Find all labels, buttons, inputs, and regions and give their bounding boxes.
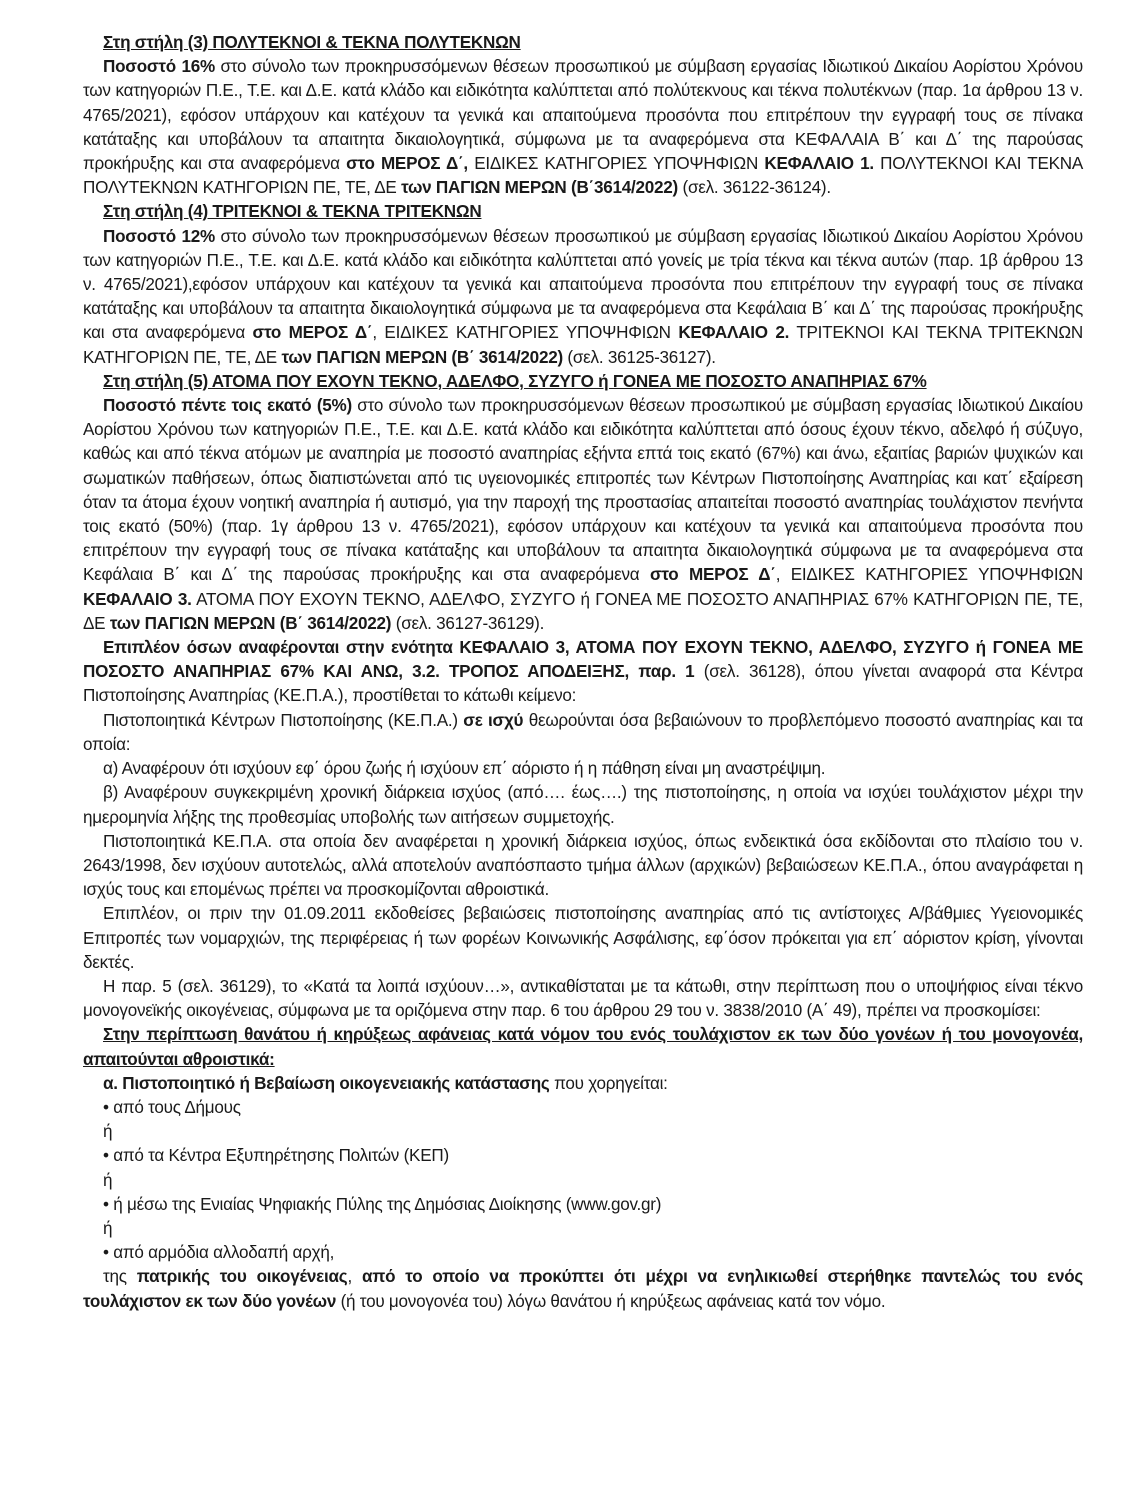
source-item: • ή μέσω της Ενιαίας Ψηφιακής Πύλης της Δημόσιας Διοίκησης (www.gov.gr): [103, 1194, 662, 1214]
addendum-paragraph-4: Επιπλέον, οι πριν την 01.09.2011 εκδοθείσες βεβαιώσεις πιστοποίησης αναπηρίας από τις αντίστοιχες Α/βάθμιες Υγειονομικές Επιτροπές των νομαρχιών, της περιφέρειας ή των φορέων Κοινωνικής Ασφάλισης, εφ΄όσον πρόκειται για επ΄ αόριστον κρίση, γίνονται δεκτές.: [83, 904, 1083, 972]
or-separator: ή: [103, 1218, 113, 1238]
section-heading-triteknoi: Στη στήλη (4) ΤΡΙΤΕΚΝΟΙ & ΤΕΚΝΑ ΤΡΙΤΕΚΝΩΝ: [103, 202, 482, 222]
source-item: • από τους Δήμους: [103, 1097, 241, 1117]
addendum-intro: Επιπλέον όσων αναφέρονται στην ενότητα ΚΕΦΑΛΑΙΟ 3, ΑΤΟΜΑ ΠΟΥ ΕΧΟΥΝ ΤΕΚΝΟ, ΑΔΕΛΦΟ, ΣΥΖΥΓΟ ή ΓΟΝΕΑ ΜΕ ΠΟΣΟΣΤΟ ΑΝΑΠΗΡΙΑΣ 67% ΚΑΙ ΑΝΩ, 3.2. ΤΡΟΠΟΣ ΑΠΟΔΕΙΞΗΣ, παρ. 1 (σελ. 36128), όπου γίνεται αναφορά στα Κέντρα Πιστοποίησης Αναπηρίας (ΚΕ.Π.Α.), προστίθεται το κάτωθι κείμενο:: [83, 638, 1083, 706]
cert-a: α. Πιστοποιητικό ή Βεβαίωση οικογενειακής κατάστασης που χορηγείται:: [103, 1073, 668, 1093]
addendum-item-b: β) Αναφέρουν συγκεκριμένη χρονική διάρκεια ισχύος (από…. έως….) της πιστοποίησης, η οποία να ισχύει τουλάχιστον μέχρι την ημερομηνία λήξης της προθεσμίας υποβολής των αιτήσεων συμμετοχής.: [83, 783, 1083, 827]
addendum-certificates: Πιστοποιητικά Κέντρων Πιστοποίησης (ΚΕ.Π.Α.) σε ισχύ θεωρούνται όσα βεβαιώνουν το προβλεπόμενο ποσοστό αναπηρίας και τα οποία:: [83, 710, 1084, 754]
para5-text: Η παρ. 5 (σελ. 36129), το «Κατά τα λοιπά ισχύουν…», αντικαθίσταται με τα κάτωθι, στην περίπτωση που ο υποψήφιος είναι τέκνο μονογονεϊκής οικογένειας, σύμφωνα με τα οριζόμενα στην παρ. 6 του άρθρου 29 του ν. 3838/2010 (Α΄ 49), πρέπει να προσκομίσει:: [83, 976, 1083, 1021]
section-body-polyteknoi: Ποσοστό 16% στο σύνολο των προκηρυσσόμενων θέσεων προσωπικού με σύμβαση εργασίας Ιδιωτικού Δικαίου Αορίστου Χρόνου των κατηγοριών Π.Ε., Τ.Ε. και Δ.Ε. κατά κλάδο και ειδικότητα καλύπτεται από πολύτεκνους και τέκνα πολυτέκνων (παρ. 1α άρθρου 13 ν. 4765/2021), εφόσον υπάρχουν και κατέχουν τα γενικά και απαιτούμενα προσόντα που επιτρέπουν την εγγραφή τους σε πίνακα κατάταξης και υποβάλουν τα απαιτητα δικαιολογητικά, σύμφωνα με τα αναφερόμενα στα ΚΕΦΑΛΑΙΑ Β΄ και Δ΄ της παρούσας προκήρυξης και στα αναφερόμενα στο ΜΕΡΟΣ Δ΄, ΕΙΔΙΚΕΣ ΚΑΤΗΓΟΡΙΕΣ ΥΠΟΨΗΦΙΩΝ ΚΕΦΑΛΑΙΟ 1. ΠΟΛΥΤΕΚΝΟΙ ΚΑΙ ΤΕΚΝΑ ΠΟΛΥΤΕΚΝΩΝ ΚΑΤΗΓΟΡΙΩΝ ΠΕ, ΤΕ, ΔΕ των ΠΑΓΙΩΝ ΜΕΡΩΝ (Β΄3614/2022) (σελ. 36122-36124).: [83, 57, 1084, 198]
addendum-item-a: α) Αναφέρουν ότι ισχύουν εφ΄ όρου ζωής ή ισχύουν επ΄ αόριστο ή η πάθηση είναι μη αναστρέψιμη.: [103, 759, 826, 779]
or-separator: ή: [103, 1170, 113, 1190]
section-heading-disability: Στη στήλη (5) ΑΤΟΜΑ ΠΟΥ ΕΧΟΥΝ ΤΕΚΝΟ, ΑΔΕΛΦΟ, ΣΥΖΥΓΟ ή ΓΟΝΕΑ ΜΕ ΠΟΣΟΣΤΟ ΑΝΑΠΗΡΙΑΣ 67%: [103, 371, 927, 391]
section-body-triteknoi: Ποσοστό 12% στο σύνολο των προκηρυσσόμενων θέσεων προσωπικού με σύμβαση εργασίας Ιδιωτικού Δικαίου Αορίστου Χρόνου των κατηγοριών Π.Ε., Τ.Ε. και Δ.Ε. κατά κλάδο και ειδικότητα καλύπτεται από γονείς με τρία τέκνα και τέκνα αυτών (παρ. 1β άρθρου 13 ν. 4765/2021),εφόσον υπάρχουν και κατέχουν τα γενικά και απαιτούμενα προσόντα που επιτρέπουν την εγγραφή τους σε πίνακα κατάταξης και υποβάλουν τα απαιτητα δικαιολογητικά σύμφωνα με τα αναφερόμενα στα Κεφάλαια Β΄ και Δ΄ της παρούσας προκήρυξης και στα αναφερόμενα στο ΜΕΡΟΣ Δ΄, ΕΙΔΙΚΕΣ ΚΑΤΗΓΟΡΙΕΣ ΥΠΟΨΗΦΙΩΝ ΚΕΦΑΛΑΙΟ 2. ΤΡΙΤΕΚΝΟΙ ΚΑΙ ΤΕΚΝΑ ΤΡΙΤΕΚΝΩΝ ΚΑΤΗΓΟΡΙΩΝ ΠΕ, ΤΕ, ΔΕ των ΠΑΓΙΩΝ ΜΕΡΩΝ (Β΄ 3614/2022) (σελ. 36125-36127).: [83, 226, 1084, 367]
addendum-paragraph-3: Πιστοποιητικά ΚΕ.Π.Α. στα οποία δεν αναφέρεται η χρονική διάρκεια ισχύος, όπως ενδεικτικά όσα εκδίδονται στο πλαίσιο του ν. 2643/1998, δεν ισχύουν αυτοτελώς, αλλά αποτελούν αναπόσπαστο τμήμα άλλων (αρχικών) βεβαιώσεων ΚΕ.Π.Α., όπου αναγράφεται η ισχύς τους και επομένως πρέπει να προσκομίζονται αθροιστικά.: [83, 831, 1083, 900]
section-heading-polyteknoi: Στη στήλη (3) ΠΟΛΥΤΕΚΝΟΙ & ΤΕΚΝΑ ΠΟΛΥΤΕΚΝΩΝ: [103, 33, 521, 52]
closing-paragraph: της πατρικής του οικογένειας, από το οποίο να προκύπτει ότι μέχρι να ενηλικιωθεί στερήθηκε παντελώς του ενός τουλάχιστον εκ των δύο γονέων (ή του μονογονέα του) λόγω θανάτου ή κηρύξεως αφάνειας κατά τον νόμο.: [83, 1267, 1084, 1311]
death-heading: Στην περίπτωση θανάτου ή κηρύξεως αφάνειας κατά νόμον του ενός τουλάχιστον εκ των δύο γονέων ή του μονογονέα, απαιτούνται αθροιστικά:: [83, 1025, 1083, 1069]
section-body-disability: Ποσοστό πέντε τοις εκατό (5%) στο σύνολο των προκηρυσσόμενων θέσεων προσωπικού με σύμβαση εργασίας Ιδιωτικού Δικαίου Αορίστου Χρόνου των κατηγοριών Π.Ε., Τ.Ε. και Δ.Ε. κατά κλάδο και ειδικότητα καλύπτεται από όσους έχουν τέκνο, αδελφό ή σύζυγο, καθώς και από τέκνα ατόμων με αναπηρία με ποσοστό αναπηρίας εξήντα επτά τοις εκατό (67%) και άνω, εξαιτίας βαριών ψυχικών και σωματικών παθήσεων, όπως διαπιστώνεται από τις υγειονομικές επιτροπές των Κέντρων Πιστοποίησης Αναπηρίας και κατ΄ εξαίρεση όταν τα άτομα έχουν νοητική αναπηρία ή αυτισμό, για την παροχή της προστασίας απαιτείται ποσοστό αναπηρίας τουλάχιστον πενήντα τοις εκατό (50%) (παρ. 1γ άρθρου 13 ν. 4765/2021), εφόσον υπάρχουν και κατέχουν τα γενικά και απαιτούμενα προσόντα που επιτρέπουν την εγγραφή τους σε πίνακα κατάταξης και υποβάλουν τα απαιτητα δικαιολογητικά σύμφωνα με τα αναφερόμενα στα Κεφάλαια Β΄ και Δ΄ της παρούσας προκήρυξης και στα αναφερόμενα στο ΜΕΡΟΣ Δ΄, ΕΙΔΙΚΕΣ ΚΑΤΗΓΟΡΙΕΣ ΥΠΟΨΗΦΙΩΝ ΚΕΦΑΛΑΙΟ 3. ΑΤΟΜΑ ΠΟΥ ΕΧΟΥΝ ΤΕΚΝΟ, ΑΔΕΛΦΟ, ΣΥΖΥΓΟ ή ΓΟΝΕΑ ΜΕ ΠΟΣΟΣΤΟ ΑΝΑΠΗΡΙΑΣ 67% ΚΑΤΗΓΟΡΙΩΝ ΠΕ, ΤΕ, ΔΕ των ΠΑΓΙΩΝ ΜΕΡΩΝ (Β΄ 3614/2022) (σελ. 36127-36129).: [83, 396, 1083, 633]
source-item: • από αρμόδια αλλοδαπή αρχή,: [103, 1243, 335, 1263]
source-item: • από τα Κέντρα Εξυπηρέτησης Πολιτών (ΚΕΠ): [103, 1146, 449, 1166]
or-separator: ή: [103, 1122, 113, 1142]
